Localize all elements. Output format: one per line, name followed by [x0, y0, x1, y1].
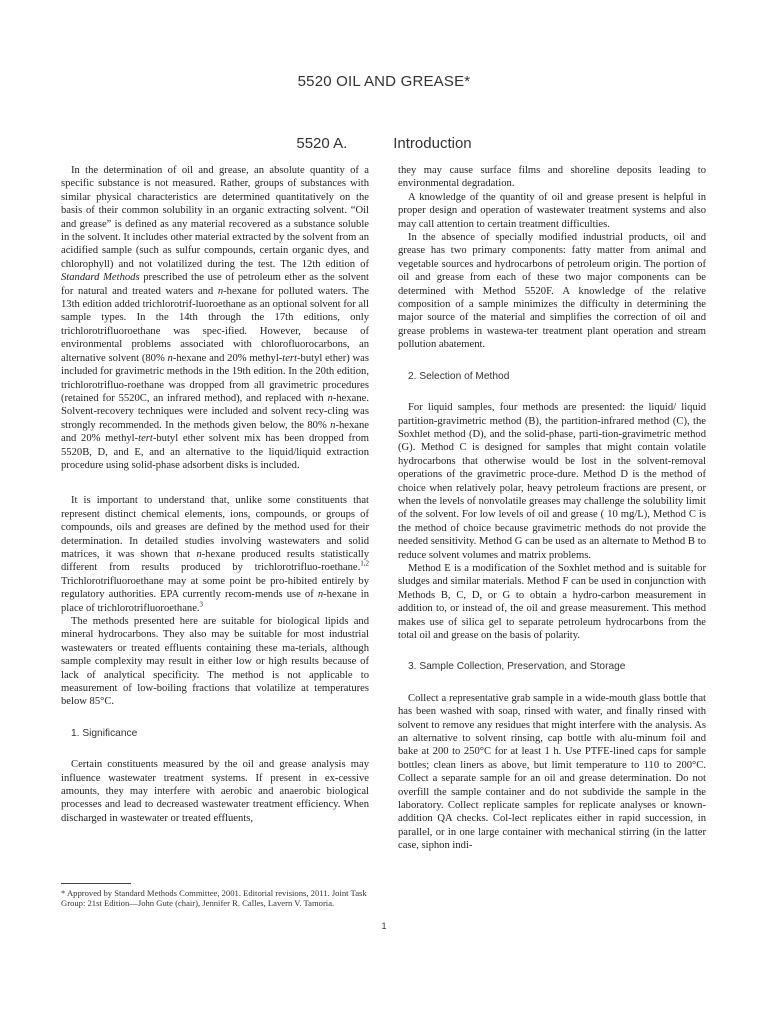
footnote: * Approved by Standard Methods Committee, 2001. Editorial revisions, 2011. Joint Task Group: 21st Edition—John Gute (chair), Jennifer R. Calles, Lavern V. Tamoria.: [61, 888, 367, 909]
paragraph: For liquid samples, four methods are presented: the liquid/ liquid partition-gravimetric method (B), the partition-infrared method (C), the Soxhlet method (D), and the solid-phase, parti-tion-gravimetric method (G). Method C is designed for samples that might contain volatile hydrocarbons that otherwise would be lost in the solvent-removal operations of the gravimetric proce-dure. Method D is the method of choice when relatively polar, heavy petroleum fractions are present, or when the levels of nonvolatile greases may challenge the solubility limit of the solvent. For low levels of oil and grease ( 10 mg/L), Method C is the method of choice because gravimetric methods do not provide the needed sensitivity. Method G can be used as an alternate to Method B to reduce solvent volumes and matrix problems.: [398, 402, 706, 561]
section-heading-significance: 1. Significance: [71, 727, 138, 739]
paragraph: In the determination of oil and grease, an absolute quantity of a specific substance is not measured. Rather, groups of substances with similar physical characteristics are determined quantitatively on the basis of their common solubility in an organic extracting solvent. “Oil and grease” is defined as any material recovered as a substance soluble in the solvent. It includes other material extracted by the solvent from an acidified sample (such as sulfur compounds, certain organic dyes, and chlorophyll) and not volatilized during the test. The 12th edition of Standard Methods prescribed the use of petroleum ether as the solvent for natural and treated waters and n-hexane for polluted waters. The 13th edition added trichlorotrif-luoroethane as an optional solvent for all sample types. In the 14th through the 17th editions, only trichlorotrifluoroethane was spec-ified. However, because of environmental problems associated with chlorofluorocarbons, an alternative solvent (80% n-hexane and 20% methyl-tert-butyl ether) was included for gravimetric methods in the 19th edition. In the 20th edition, trichlorotrifluo-roethane was dropped from all gravimetric procedures (retained for 5520C, an infrared method), and replaced with n-hexane. Solvent-recovery techniques were included and solvent recy-cling was strongly recommended. In the methods given below, the 80% n-hexane and 20% methyl-tert-butyl ether solvent mix has been dropped from 5520B, D, and E, and an alternative to the liquid/liquid extraction procedure using solid-phase adsorbent disks is included.: [61, 165, 370, 471]
section-name: Introduction: [393, 135, 472, 152]
paragraph: It is important to understand that, unlike some constituents that represent distinct chemical elements, ions, compounds, or groups of compounds, oils and greases are defined by the method used for their determination. In detailed studies involving wastewaters and solid matrices, it was shown that n-hexane produced results statistically different from results produced by trichlorotrifluo-roethane.$^{1,2}$ Trichlorotrifluoroethane may at some point be pro-hibited entirely by regulatory authorities. EPA currently recom-mends use of n-hexane in place of trichlorotrifluoroethane.$^3$: [61, 495, 370, 614]
document-title: 5520 OIL AND GREASE*: [297, 73, 471, 90]
paragraph: Method E is a modification of the Soxhlet method and is suitable for sludges and similar materials. Method F can be used in conjunction with Methods B, C, D, or G to obtain a hydro-carbon measurement in addition to, or instead of, the oil and grease measurement. This method makes use of silica gel to separate petroleum hydrocarbons from the total oil and grease on the basis of polarity.: [398, 562, 706, 641]
paragraph: Collect a representative grab sample in a wide-mouth glass bottle that has been washed with soap, rinsed with water, and finally rinsed with solvent to remove any residues that might interfere with the analysis. As an alternative to solvent rinsing, cap bottle with alu-minum foil and bake at 200 to 250°C for at least 1 h. Use PTFE-lined caps for sample bottles; clean liners as above, but limit temperature to 110 to 200°C. Collect a separate sample for an oil and grease determination. Do not overfill the sample container and do not subdivide the sample in the laboratory. Collect replicate samples for replicate analyses or known-addition QA checks. Col-lect replicates either in rapid succession, in parallel, or in one large container with mechanical stirring (in the latter case, siphon indi-: [398, 692, 706, 852]
paragraph: they may cause surface films and shoreline deposits leading to environmental degradation.: [398, 165, 706, 190]
page-number: 1: [381, 921, 387, 931]
paragraph: In the absence of specially modified industrial products, oil and grease has two primary components: fatty matter from animal and vegetable sources and hydrocarbons of petroleum origin. The portion of oil and grease from each of these two major components can be determined with Method 5520F. A knowledge of the relative composition of a sample minimizes the difficulty in determining the major source of the material and simplifies the correction of oil and grease problems in wastewa-ter treatment plant operation and stream pollution abatement.: [398, 232, 706, 351]
left-column: [61, 164, 369, 825]
paragraph: The methods presented here are suitable for biological lipids and mineral hydrocarbons. They also may be suitable for most industrial wastewaters or treated effluents containing these ma-terials, although sample complexity may result in either low or high results because of lack of analytical specificity. The method is not applicable to measurement of low-boiling fractions that volatilize at temperatures below 85°C.: [61, 616, 369, 708]
section-heading-sample-collection: 3. Sample Collection, Preservation, and Storage: [408, 661, 626, 673]
paragraph: A knowledge of the quantity of oil and grease present is helpful in proper design and operation of wastewater treatment systems and also may call attention to certain treatment difficulties.: [398, 191, 706, 230]
footnote-divider: [61, 883, 131, 884]
section-heading-selection-of-method: 2. Selection of Method: [408, 370, 510, 382]
section-title: [0, 135, 768, 152]
paragraph: Certain constituents measured by the oil and grease analysis may influence wastewater treatment systems. If present in ex-cessive amounts, they may interfere with aerobic and anaerobic biological processes and lead to decreased wastewater treatment efficiency. When discharged in wastewater or treated effluents,: [61, 759, 369, 824]
section-number: 5520 A.: [296, 135, 348, 152]
right-column: [398, 164, 706, 853]
